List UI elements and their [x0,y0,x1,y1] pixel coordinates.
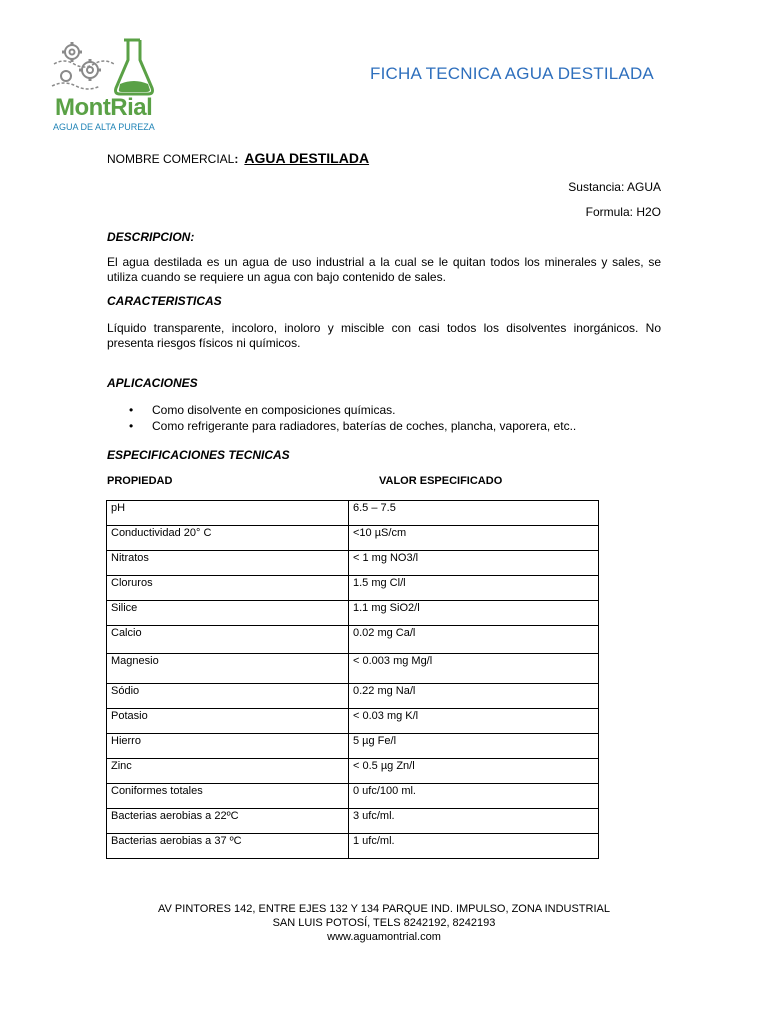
footer-phones: SAN LUIS POTOSÍ, TELS 8242192, 8242193 [272,917,496,929]
bullet-icon: • [129,419,134,433]
table-cell-valor: 0.22 mg Na/l [349,684,599,709]
table-cell-valor: 5 µg Fe/l [349,734,599,759]
table-cell-propiedad: Coniformes totales [107,784,349,809]
aplicaciones-list [107,402,667,434]
table-row [107,734,599,759]
list-item [107,418,667,434]
table-cell-propiedad: Conductividad 20° C [107,526,349,551]
table-row [107,759,599,784]
descripcion-text: El agua destilada es un agua de uso industrial a la cual se le quitan todos los minerales y sales, se utiliza cuando se requiere un agua con bajo contenido de sales. [107,255,661,284]
specifications-table [106,500,599,859]
sustancia: Sustancia: AGUA [568,180,661,194]
footer-address: AV PINTORES 142, ENTRE EJES 132 Y 134 PARQUE IND. IMPULSO, ZONA INDUSTRIAL [158,903,610,915]
list-item [107,402,667,418]
table-cell-propiedad: Sódio [107,684,349,709]
list-item-text: Como disolvente en composiciones químicas. [152,403,396,417]
table-row [107,626,599,654]
table-row [107,709,599,734]
column-header-propiedad: PROPIEDAD [107,475,173,487]
table-cell-valor: 0 ufc/100 ml. [349,784,599,809]
nombre-comercial-value: AGUA DESTILADA [244,150,370,166]
table-cell-propiedad: Bacterias aerobias a 37 ºC [107,834,349,859]
nombre-comercial-label: NOMBRE COMERCIAL [107,152,235,166]
especificaciones-heading: ESPECIFICACIONES TECNICAS [107,448,290,462]
table-cell-valor: 1 ufc/ml. [349,834,599,859]
table-cell-propiedad: Zinc [107,759,349,784]
table-cell-valor: < 0.003 mg Mg/l [349,654,599,684]
table-row [107,551,599,576]
formula: Formula: H2O [585,205,661,219]
table-cell-propiedad: Cloruros [107,576,349,601]
table-cell-valor: < 0.03 mg K/l [349,709,599,734]
table-cell-propiedad: Potasio [107,709,349,734]
bullet-icon: • [129,403,134,417]
footer [0,902,768,944]
table-row [107,654,599,684]
table-row [107,809,599,834]
footer-website: www.aguamontrial.com [327,931,441,943]
table-cell-propiedad: Nitratos [107,551,349,576]
table-row [107,684,599,709]
table-cell-valor: 3 ufc/ml. [349,809,599,834]
gears-flask-icon [50,36,170,100]
table-cell-propiedad: Calcio [107,626,349,654]
table-cell-valor: < 0.5 µg Zn/l [349,759,599,784]
caracteristicas-text: Líquido transparente, incoloro, inoloro y miscible con casi todos los disolventes inorgánicos. No presenta riesgos físicos ni químicos. [107,321,661,350]
table-row [107,834,599,859]
descripcion-heading: DESCRIPCION: [107,230,195,244]
caracteristicas-heading: CARACTERISTICAS [107,294,222,308]
table-row [107,576,599,601]
nombre-comercial [107,150,369,166]
table-cell-valor: < 1 mg NO3/l [349,551,599,576]
aplicaciones-heading: APLICACIONES [107,376,198,390]
table-cell-valor: <10 µS/cm [349,526,599,551]
table-row [107,784,599,809]
table-cell-propiedad: Hierro [107,734,349,759]
table-row [107,526,599,551]
table-cell-propiedad: Silice [107,601,349,626]
company-logo [50,36,170,136]
table-cell-propiedad: Magnesio [107,654,349,684]
table-cell-propiedad: Bacterias aerobias a 22ºC [107,809,349,834]
list-item-text: Como refrigerante para radiadores, baterías de coches, plancha, vaporera, etc.. [152,419,577,433]
brand-tagline: AGUA DE ALTA PUREZA [53,122,155,132]
brand-name: MontRial [55,94,153,121]
nombre-comercial-colon: : [234,152,239,166]
table-cell-propiedad: pH [107,501,349,526]
table-row [107,501,599,526]
specifications-table-body [107,501,599,859]
table-cell-valor: 0.02 mg Ca/l [349,626,599,654]
table-row [107,601,599,626]
table-cell-valor: 6.5 – 7.5 [349,501,599,526]
table-cell-valor: 1.5 mg Cl/l [349,576,599,601]
column-header-valor: VALOR ESPECIFICADO [379,475,503,487]
document-title: FICHA TECNICA AGUA DESTILADA [370,64,654,83]
table-cell-valor: 1.1 mg SiO2/l [349,601,599,626]
